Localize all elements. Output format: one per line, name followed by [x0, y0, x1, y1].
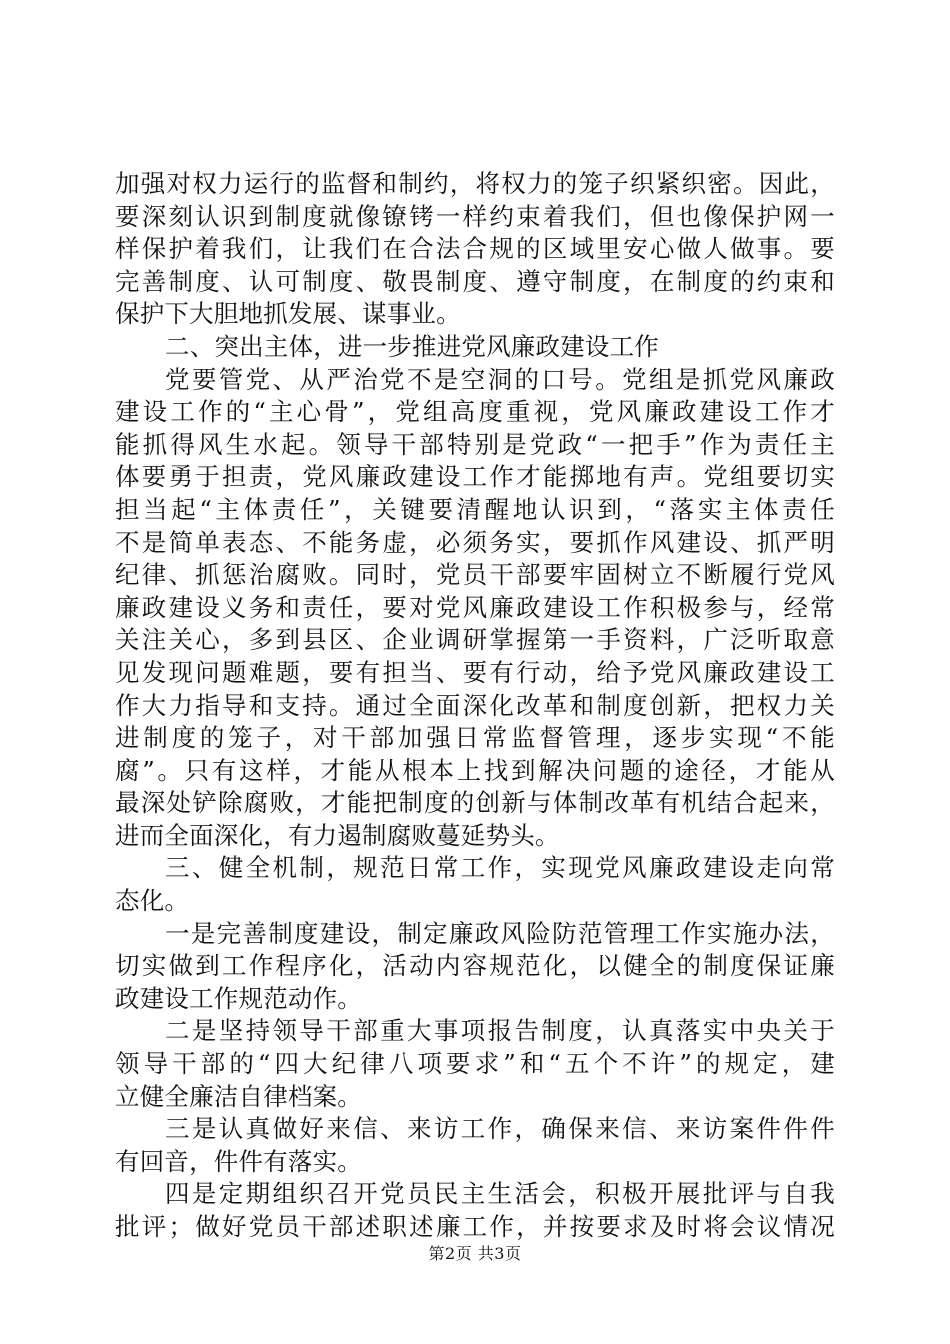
text-line: 三是认真做好来信、来访工作，确保来信、来访案件件件 [165, 1114, 835, 1144]
text-line: 保护下大胆地抓发展、谋事业。 [115, 299, 461, 329]
text-line: 切实做到工作程序化，活动内容规范化，以健全的制度保证廉 [115, 951, 835, 981]
text-line: 完善制度、认可制度、敬畏制度、遵守制度，在制度的约束和 [115, 266, 835, 296]
text-line: 态化。 [115, 886, 190, 916]
text-line: 有回音，件件有落实。 [115, 1146, 362, 1176]
text-line: 三、健全机制，规范日常工作，实现党风廉政建设走向常 [165, 853, 835, 883]
text-line: 加强对权力运行的监督和制约，将权力的笼子织紧织密。因此， [115, 169, 835, 198]
text-line: 批评；做好党员干部述职述廉工作，并按要求及时将会议情况 [115, 1212, 835, 1241]
text-line: 关注关心，多到县区、企业调研掌握第一手资料，广泛听取意 [115, 625, 835, 655]
text-line: 四是定期组织召开党员民主生活会，积极开展批评与自我 [165, 1179, 835, 1209]
text-line: 二是坚持领导干部重大事项报告制度，认真落实中央关于 [165, 1016, 835, 1046]
page-footer: 第2页 共3页 [428, 1244, 522, 1263]
text-line: 见发现问题难题，要有担当、要有行动，给予党风廉政建设工 [115, 657, 835, 687]
text-line: 不是简单表态、不能务虚，必须务实，要抓作风建设、抓严明 [115, 527, 835, 557]
text-line: 立健全廉洁自律档案。 [115, 1081, 362, 1111]
text-line: 进而全面深化，有力遏制腐败蔓延势头。 [115, 820, 560, 850]
text-line: 样保护着我们，让我们在合法合规的区域里安心做人做事。要 [115, 234, 835, 264]
text-line: 建设工作的“主心骨”，党组高度重视，党风廉政建设工作才 [115, 397, 835, 427]
text-line: 党要管党、从严治党不是空洞的口号。党组是抓党风廉政 [165, 364, 835, 394]
text-line: 二、突出主体，进一步推进党风廉政建设工作 [165, 331, 659, 361]
document-body [115, 168, 835, 1244]
text-line: 要深刻认识到制度就像镣铐一样约束着我们，但也像保护网一 [115, 201, 835, 231]
text-line: 最深处铲除腐败，才能把制度的创新与体制改革有机结合起来， [115, 788, 835, 818]
text-line: 担当起“主体责任”，关键要清醒地认识到，“落实主体责任 [115, 494, 835, 524]
text-line: 政建设工作规范动作。 [115, 983, 362, 1013]
text-line: 纪律、抓惩治腐败。同时，党员干部要牢固树立不断履行党风 [115, 560, 835, 590]
text-line: 体要勇于担责，党风廉政建设工作才能掷地有声。党组要切实 [115, 462, 835, 492]
text-line: 作大力指导和支持。通过全面深化改革和制度创新，把权力关 [115, 690, 835, 720]
text-line: 领导干部的“四大纪律八项要求”和“五个不许”的规定，建 [115, 1049, 835, 1079]
text-line: 一是完善制度建设，制定廉政风险防范管理工作实施办法， [165, 918, 835, 948]
text-line: 廉政建设义务和责任，要对党风廉政建设工作积极参与，经常 [115, 592, 835, 622]
text-line: 腐”。只有这样，才能从根本上找到解决问题的途径，才能从 [115, 755, 835, 785]
text-line: 能抓得风生水起。领导干部特别是党政“一把手”作为责任主 [115, 429, 835, 459]
text-line: 进制度的笼子，对干部加强日常监督管理，逐步实现“不能 [115, 723, 835, 753]
